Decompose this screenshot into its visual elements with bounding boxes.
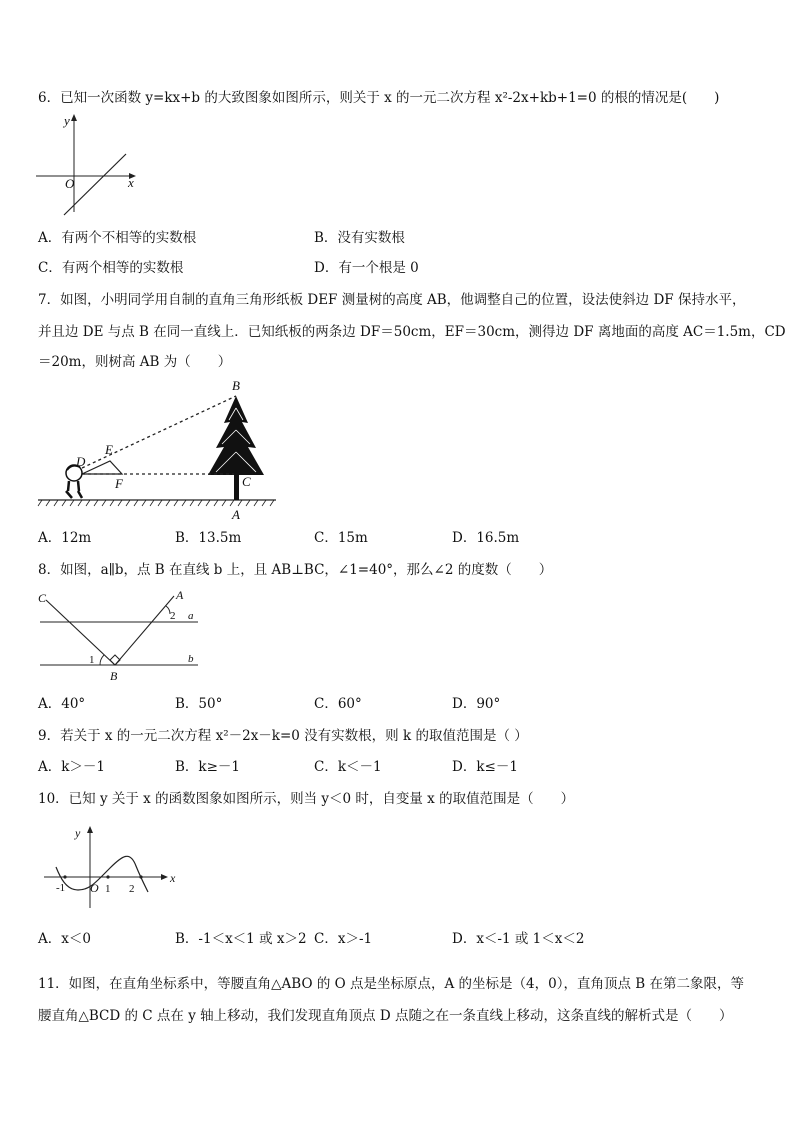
- q8-option-b: B．50°: [175, 696, 223, 712]
- q7-stem-line1: 7．如图，小明同学用自制的直角三角形纸板 DEF 测量树的高度 AB，他调整自己的位置，设法使斜边 DF 保持水平，: [38, 292, 746, 308]
- q7-label-a: A: [232, 507, 240, 522]
- q8-label-b: B: [110, 669, 118, 683]
- q10-option-a: A．x＜0: [38, 931, 91, 947]
- q8-option-a: A．40°: [38, 696, 86, 712]
- q7-label-d: D: [76, 454, 86, 469]
- q7-option-d: D．16.5m: [452, 530, 520, 546]
- q9-stem: 9．若关于 x 的一元二次方程 x²－2x－k=0 没有实数根，则 k 的取值范围是（ ）: [38, 728, 528, 744]
- q6-x-label: x: [128, 175, 134, 190]
- q8-label-line-b: b: [188, 653, 194, 665]
- q10-origin-label: O: [90, 881, 99, 895]
- q6-stem: 6．已知一次函数 y=kx+b 的大致图象如图所示，则关于 x 的一元二次方程 x²-2x+kb+1=0 的根的情况是( ): [38, 90, 720, 106]
- q9-option-b: B．k≥－1: [175, 759, 241, 775]
- q7-tree-figure: [36, 378, 286, 520]
- q8-stem: 8．如图，a∥b，点 B 在直线 b 上，且 AB⊥BC，∠1=40°，那么∠2 的度数（ ）: [38, 562, 553, 578]
- q7-option-c: C．15m: [314, 530, 368, 546]
- q7-option-b: B．13.5m: [175, 530, 242, 546]
- q7-stem-line3: ＝20m，则树高 AB 为（ ）: [38, 354, 232, 370]
- q8-option-c: C．60°: [314, 696, 362, 712]
- q7-label-b: B: [232, 378, 240, 393]
- q10-stem: 10．已知 y 关于 x 的函数图象如图所示，则当 y＜0 时，自变量 x 的取值范围是（ ）: [38, 791, 575, 807]
- q7-label-e: E: [105, 442, 113, 457]
- q9-option-d: D．k≤－1: [452, 759, 518, 775]
- q7-label-f: F: [115, 476, 123, 491]
- q11-stem-line2: 腰直角△BCD 的 C 点在 y 轴上移动，我们发现直角顶点 D 点随之在一条直线上移动，这条直线的解析式是（ ）: [38, 1008, 733, 1024]
- q9-option-a: A．k＞－1: [38, 759, 106, 775]
- q6-graph: [36, 112, 146, 217]
- q8-angle-2: 2: [170, 610, 176, 622]
- q6-y-label: y: [64, 113, 70, 128]
- q10-x-label: x: [170, 871, 176, 885]
- q6-option-b: B．没有实数根: [314, 230, 405, 246]
- q6-option-d: D．有一个根是 0: [314, 260, 419, 276]
- q6-option-a: A．有两个不相等的实数根: [38, 230, 197, 246]
- q6-origin-label: O: [65, 176, 75, 191]
- q11-stem-line1: 11．如图，在直角坐标系中，等腰直角△ABO 的 O 点是坐标原点，A 的坐标是（4，0），直角顶点 B 在第二象限，等: [38, 976, 744, 992]
- q10-option-b: B．-1＜x＜1 或 x＞2: [175, 931, 307, 947]
- q10-option-c: C．x＞-1: [314, 931, 373, 947]
- q10-option-d: D．x＜-1 或 1＜x＜2: [452, 931, 585, 947]
- q8-label-line-a: a: [188, 610, 194, 622]
- q7-label-c: C: [242, 474, 251, 489]
- q10-y-label: y: [75, 826, 81, 840]
- q7-stem-line2: 并且边 DE 与点 B 在同一直线上．已知纸板的两条边 DF＝50cm，EF＝30cm，测得边 DF 离地面的高度 AC＝1.5m，CD: [38, 324, 786, 340]
- q8-option-d: D．90°: [452, 696, 501, 712]
- q8-label-a-point: A: [176, 588, 184, 602]
- q8-label-c: C: [38, 591, 47, 605]
- q9-option-c: C．k＜－1: [314, 759, 382, 775]
- q8-angle-1: 1: [89, 654, 95, 666]
- q10-tick-1: 1: [105, 883, 111, 895]
- q10-tick-2: 2: [129, 883, 135, 895]
- q10-tick-minus1: -1: [56, 882, 66, 894]
- q7-option-a: A．12m: [38, 530, 92, 546]
- q8-parallel-lines-figure: [36, 590, 206, 682]
- q6-option-c: C．有两个相等的实数根: [38, 260, 184, 276]
- q10-function-graph: [38, 822, 188, 914]
